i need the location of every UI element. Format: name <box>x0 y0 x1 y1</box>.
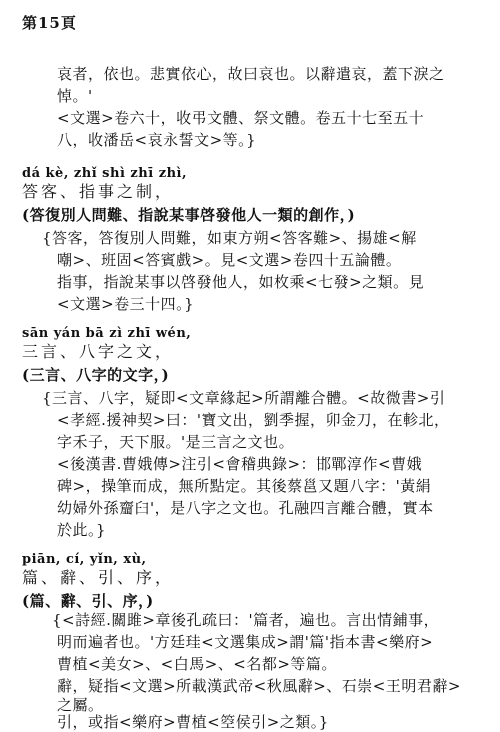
entry3-line-2: 明而遍者也。'方廷珪<文選集成>謂'篇'指本書<樂府> <box>57 633 434 651</box>
entry2-line-3: 字禾子，天下服。'是三言之文也。 <box>57 433 295 451</box>
entry3-line-6: 引，或指<樂府>曹植<箜侯引>之類。} <box>57 713 329 731</box>
entry1-line-3: 指事，指說某事以啓發他人，如枚乘<七發>之類。見 <box>57 273 425 291</box>
entry2-line-6: 幼婦外孫齏臼'，是八字之文也。孔融四言離合體，實本 <box>57 499 434 517</box>
entry3-pinyin: piān, cí, yǐn, xù, <box>22 552 147 567</box>
entry1-term: 答客、指事之制， <box>22 182 175 201</box>
entry2-line-2: <孝經.援神契>曰：'寶文出，劉季握，卯金刀，在軫北， <box>57 411 450 429</box>
entry1-line-4: <文選>卷三十四。} <box>57 295 195 313</box>
entry2-pinyin: sān yán bā zì zhī wén, <box>22 326 192 341</box>
entry0-line-4: 八，收潘岳<哀永誓文>等。} <box>57 131 257 149</box>
entry2-line-5: 碑>，操筆而成，無所點定。其後蔡邕又題八字：'黃絹 <box>57 477 432 495</box>
entry2-line-7: 於此。} <box>57 521 107 539</box>
entry0-line-3: <文選>卷六十，收弔文體、祭文體。卷五十七至五十 <box>57 109 425 127</box>
entry1-line-2: 嘲>、班固<答賓戲>。見<文選>卷四十五論體。 <box>57 251 402 269</box>
entry2-gloss: (三言、八字的文字，) <box>22 366 170 384</box>
entry1-line-1: {答客，答復別人問難，如東方朔<答客難>、揚雄<解 <box>42 229 417 247</box>
entry3-line-4: 辭，疑指<文選>所載漢武帝<秋風辭>、石崇<王明君辭> <box>57 677 461 695</box>
entry3-gloss: (篇、辭、引、序，) <box>22 592 154 610</box>
entry1-gloss: (答復別人問難、指說某事啓發他人一類的創作，) <box>22 206 356 224</box>
entry0-line-1: 哀者，依也。悲實依心，故曰哀也。以辭遣哀，蓋下淚之 <box>57 65 445 83</box>
entry0-line-2: 悼。' <box>57 87 93 105</box>
entry1-pinyin: dá kè, zhǐ shì zhī zhì, <box>22 166 187 181</box>
entry3-line-1: {<詩經.關雎>章後孔疏曰：'篇者，遍也。言出情鋪事， <box>52 611 440 629</box>
entry3-line-3: 曹植<美女>、<白馬>、<名都>等篇。 <box>57 655 337 673</box>
entry2-term: 三言、八字之文， <box>22 342 175 361</box>
entry3-line-5: 之屬。 <box>57 696 104 714</box>
entry2-line-4: <後漢書.曹娥傳>注引<會稽典錄>：邯鄲淳作<曹娥 <box>57 455 423 473</box>
entry2-line-1: {三言、八字，疑即<文章緣起>所謂離合體。<故微書>引 <box>42 389 446 407</box>
page-number: 第15頁 <box>22 14 77 32</box>
entry3-term: 篇、辭、引、序， <box>22 568 175 587</box>
